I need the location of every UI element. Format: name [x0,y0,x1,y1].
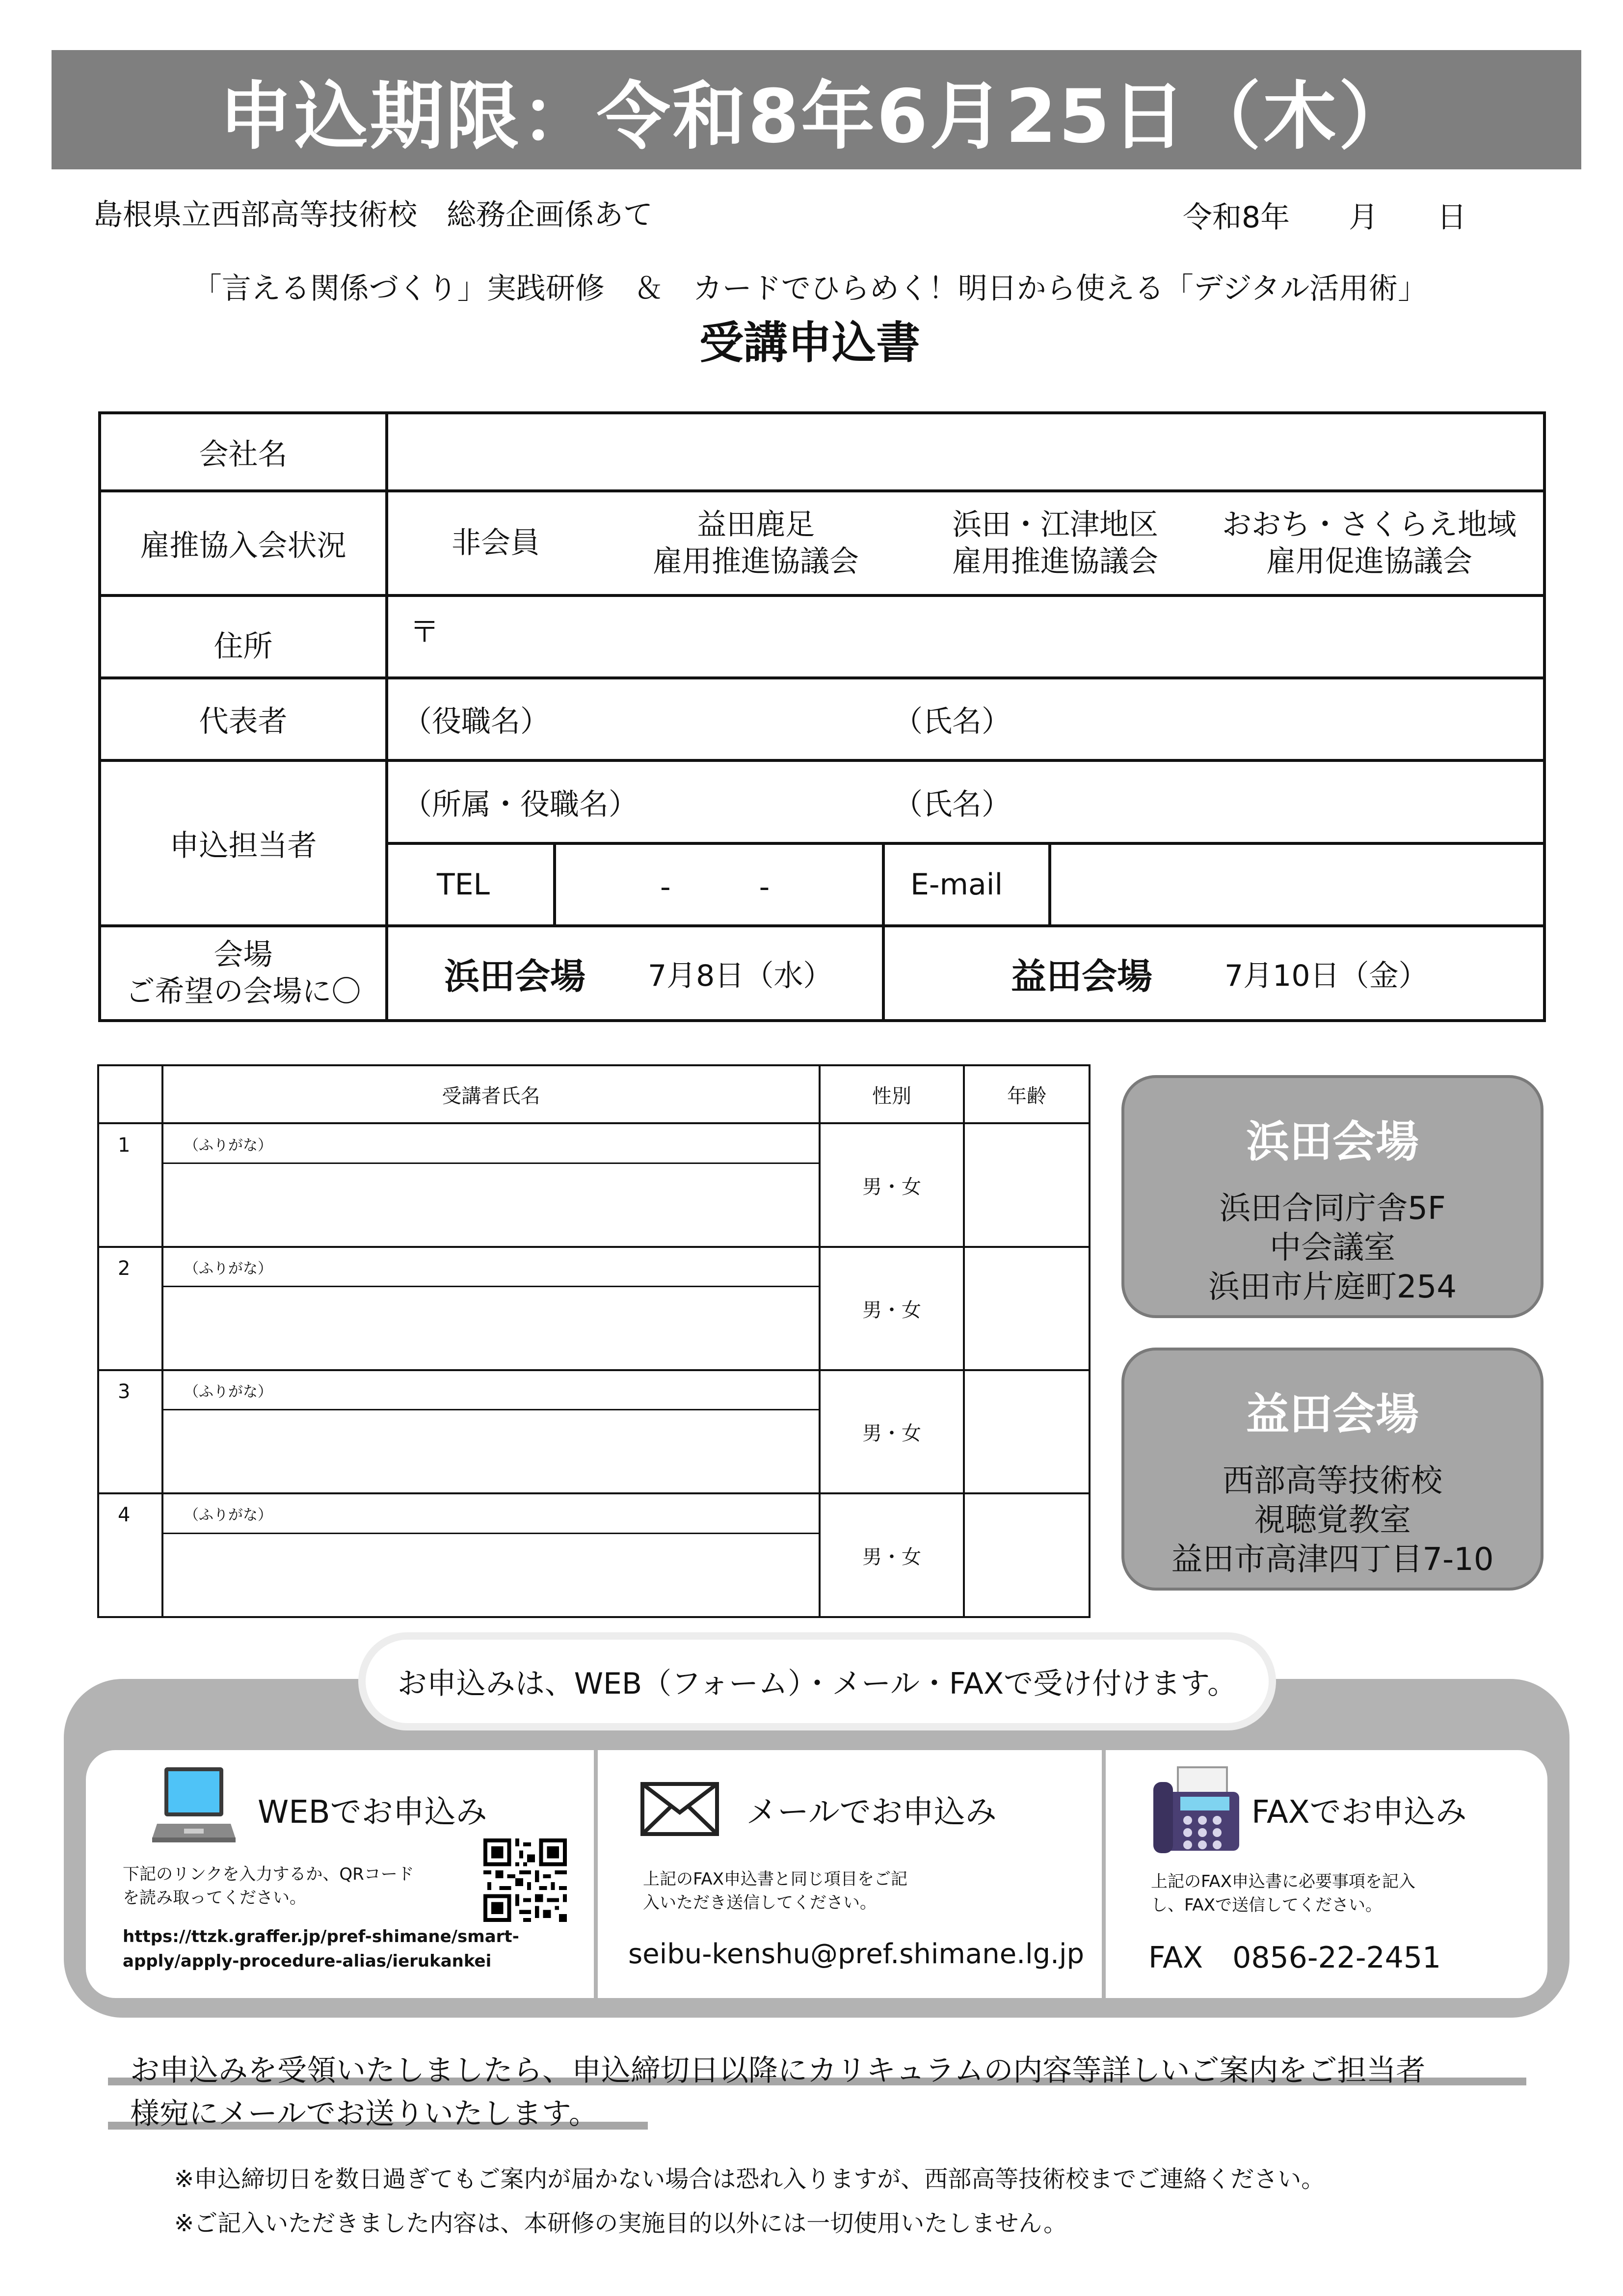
mail-desc-2: 入いただき送信してください。 [643,1893,877,1913]
web-url-line-2[interactable]: apply/apply-procedure-alias/ierukankei [123,1951,492,1971]
venue-room: 中会議室 [1270,1230,1395,1266]
date-field: 令和8年 月 日 [1183,200,1467,235]
venue-label: 会場 ご希望の会場に〇 [125,937,361,1009]
contact-name-field[interactable]: （氏名） [893,787,1011,822]
header-age: 年齢 [1007,1084,1046,1107]
form-title: 受講申込書 [699,317,920,369]
venue-hamada-date: 7月8日（水） [648,958,833,993]
furigana-label: （ふりがな） [184,1260,272,1277]
web-desc-1: 下記のリンクを入力するか、QRコード [123,1864,414,1884]
row-number: 1 [118,1134,131,1157]
contact-position-field[interactable]: （所属・役職名） [402,787,638,822]
mail-apply-title: メールでお申込み [746,1794,997,1831]
venue-info-masuda [1121,1348,1543,1591]
recipient: 島根県立西部高等技術校 総務企画係あて [93,198,653,232]
tel-label: TEL [437,867,490,902]
company-field[interactable] [393,420,1536,484]
attendee-name-field[interactable] [167,1412,815,1488]
header-attendee-name: 受講者氏名 [442,1084,540,1107]
fax-number[interactable]: FAX 0856-22-2451 [1148,1941,1441,1975]
email-label: E-mail [910,867,1003,902]
age-field[interactable] [967,1373,1085,1488]
attendee-name-field[interactable] [167,1166,815,1242]
fax-desc-1: 上記のFAX申込書に必要事項を記入 [1151,1872,1415,1891]
attendee-name-field[interactable] [167,1537,815,1613]
age-field[interactable] [967,1127,1085,1242]
fax-apply-title: FAXでお申込み [1251,1794,1467,1831]
venue-building: 西部高等技術校 [1223,1463,1442,1499]
gender-choice[interactable]: 男・女 [862,1545,921,1568]
web-url-line-1[interactable]: https://ttzk.graffer.jp/pref-shimane/smart- [123,1927,519,1946]
gender-choice[interactable]: 男・女 [862,1299,921,1322]
furigana-label: （ふりがな） [184,1383,272,1401]
age-field[interactable] [967,1250,1085,1365]
receipt-notice-line-2: 様宛にメールでお送りいたします。 [130,2097,598,2131]
web-apply-title: WEBでお申込み [258,1794,487,1831]
address-label: 住所 [213,629,273,664]
envelope-icon [640,1782,719,1836]
laptop-icon [150,1760,238,1848]
membership-label: 雇推協入会状況 [140,528,346,563]
gender-choice[interactable]: 男・女 [862,1422,921,1445]
company-label: 会社名 [199,437,288,472]
venue-option-hamada[interactable]: 浜田会場 [444,955,586,997]
venue-building: 浜田合同庁舎5F [1219,1190,1446,1227]
contact-person-label: 申込担当者 [169,828,317,863]
note-contact: ※申込締切日を数日過ぎてもご案内が届かない場合は恐れ入りますが、西部高等技術校までご連絡ください。 [174,2165,1325,2193]
venue-masuda-date: 7月10日（金） [1224,958,1428,993]
membership-option-nonmember[interactable]: 非会員 [452,526,540,560]
fax-desc-2: し、FAXで送信してください。 [1151,1895,1382,1915]
email-field[interactable] [1055,849,1536,918]
web-desc-2: を読み取ってください。 [123,1888,306,1908]
note-privacy: ※ご記入いただきました内容は、本研修の実施目的以外には一切使用いたしません。 [174,2210,1067,2237]
age-field[interactable] [967,1496,1085,1612]
furigana-label: （ふりがな） [184,1507,272,1524]
tel-field[interactable]: - - [660,870,770,904]
mail-desc-1: 上記のFAX申込書と同じ項目をご記 [643,1869,907,1889]
representative-label: 代表者 [199,704,288,739]
row-number: 3 [118,1380,131,1403]
venue-info-hamada [1121,1075,1543,1318]
attendee-name-field[interactable] [167,1289,815,1365]
membership-option-masuda[interactable]: 益田鹿足 雇用推進協議会 [653,507,859,579]
row-number: 4 [118,1504,131,1526]
postal-mark[interactable]: 〒 [410,615,439,649]
membership-option-oochi[interactable]: おおち・さくらえ地域 雇用促進協議会 [1222,507,1517,579]
venue-title: 益田会場 [1246,1389,1419,1439]
venue-address: 益田市高津四丁目7-10 [1171,1541,1494,1578]
venue-room: 視聴覚教室 [1254,1502,1411,1539]
course-subtitle: 「言える関係づくり」実践研修 ＆ カードでひらめく！明日から使える「デジタル活用術」 [192,271,1428,306]
header-gender: 性別 [872,1084,911,1107]
fax-icon [1151,1762,1244,1856]
furigana-label: （ふりがな） [184,1137,272,1154]
membership-option-hamada[interactable]: 浜田・江津地区 雇用推進協議会 [952,507,1158,579]
row-number: 2 [118,1257,131,1280]
apply-heading: お申込みは、WEB（フォーム）・メール・FAXで受け付けます。 [366,1640,1269,1723]
receipt-notice-line-1: お申込みを受領いたしましたら、申込締切日以降にカリキュラムの内容等詳しいご案内をご担当者 [130,2053,1426,2088]
venue-option-masuda[interactable]: 益田会場 [1011,955,1153,997]
gender-choice[interactable]: 男・女 [862,1175,921,1198]
deadline-banner: 申込期限：令和8年6月25日（木） [52,50,1581,169]
venue-title: 浜田会場 [1246,1116,1419,1167]
venue-address: 浜田市片庭町254 [1208,1269,1457,1305]
mail-address[interactable]: seibu-kenshu@pref.shimane.lg.jp [628,1938,1085,1970]
qr-code-icon[interactable] [483,1838,567,1922]
representative-name-field[interactable]: （氏名） [893,704,1011,739]
representative-position-field[interactable]: （役職名） [402,704,550,739]
